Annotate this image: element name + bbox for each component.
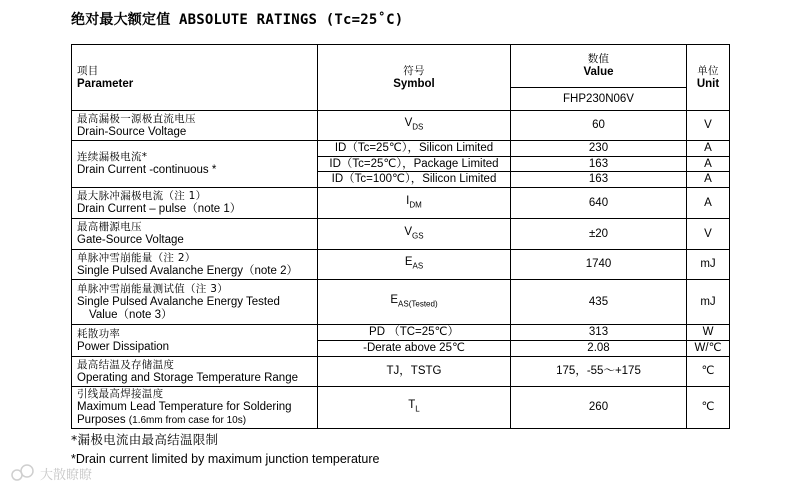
- symbol-cell: $V_{DS}$: [318, 111, 511, 141]
- symbol-cell: TJ，TSTG: [318, 357, 511, 387]
- symbol-cell: ID（Tc=25℃），Package Limited: [318, 157, 511, 172]
- table-row: [72, 250, 730, 280]
- table-row: [72, 387, 730, 429]
- part-number: FHP230N06V: [511, 88, 687, 111]
- symbol-cell: $T_L$: [318, 387, 511, 429]
- unit-cell: ℃: [687, 387, 730, 429]
- table-row: [72, 325, 730, 341]
- unit-cell: V: [687, 111, 730, 141]
- unit-cell: V: [687, 219, 730, 250]
- param-cell: 单脉冲雪崩能量测试值（注 3） Single Pulsed Avalanche Energy Tested Value（note 3）: [72, 280, 318, 325]
- symbol-cell: $V_{GS}$: [318, 219, 511, 250]
- header-symbol: 符号 Symbol: [318, 45, 511, 111]
- table-header-row: [72, 45, 730, 88]
- param-cell: 耗散功率 Power Dissipation: [72, 325, 318, 357]
- symbol-cell: PD （TC=25℃）: [318, 325, 511, 341]
- table-row: [72, 280, 730, 325]
- watermark-logo: [10, 462, 100, 484]
- symbol-cell: $I_{DM}$: [318, 188, 511, 219]
- watermark-text: 大散瞭瞭: [40, 466, 93, 482]
- header-unit: 单位 Unit: [687, 45, 730, 111]
- unit-cell: W: [687, 325, 730, 341]
- param-cell: 最大脉冲漏极电流（注 1） Drain Current – pulse（note 1）: [72, 188, 318, 219]
- value-cell: 2.08: [511, 341, 687, 357]
- footnote-en: *Drain current limited by maximum junction temperature: [71, 452, 380, 466]
- value-cell: 163: [511, 172, 687, 188]
- param-cell: 最高漏极一源极直流电压 Drain-Source Voltage: [72, 111, 318, 141]
- page-title: 绝对最大额定值 ABSOLUTE RATINGS (Tc=25˚C): [71, 12, 404, 28]
- unit-cell: A: [687, 188, 730, 219]
- unit-cell: W/℃: [687, 341, 730, 357]
- table-row: [72, 141, 730, 157]
- unit-cell: A: [687, 157, 730, 172]
- value-cell: 175，-55～+175: [511, 357, 687, 387]
- param-cell: 单脉冲雪崩能量（注 2） Single Pulsed Avalanche Energy（note 2）: [72, 250, 318, 280]
- value-cell: 260: [511, 387, 687, 429]
- table-row: [72, 219, 730, 250]
- unit-cell: A: [687, 172, 730, 188]
- symbol-cell: -Derate above 25℃: [318, 341, 511, 357]
- param-cell: 引线最高焊接温度 Maximum Lead Temperature for Soldering Purposes (1.6mm from case for 10s): [72, 387, 318, 429]
- value-cell: 640: [511, 188, 687, 219]
- value-cell: 1740: [511, 250, 687, 280]
- watermark-icon: [10, 463, 36, 483]
- table-row: [72, 188, 730, 219]
- symbol-cell: $E_{AS(Tested)}$: [318, 280, 511, 325]
- symbol-cell: ID（Tc=25℃），Silicon Limited: [318, 141, 511, 157]
- unit-cell: mJ: [687, 280, 730, 325]
- value-cell: 60: [511, 111, 687, 141]
- unit-cell: A: [687, 141, 730, 157]
- footnote-zh: *漏极电流由最高结温限制: [71, 432, 219, 447]
- param-cell: 最高栅源电压 Gate-Source Voltage: [72, 219, 318, 250]
- value-cell: ±20: [511, 219, 687, 250]
- symbol-cell: ID（Tc=100℃），Silicon Limited: [318, 172, 511, 188]
- param-cell: 连续漏极电流* Drain Current -continuous *: [72, 141, 318, 188]
- table-row: [72, 357, 730, 387]
- value-cell: 435: [511, 280, 687, 325]
- header-value: 数值 Value: [511, 45, 687, 88]
- value-cell: 230: [511, 141, 687, 157]
- header-parameter: 项目 Parameter: [72, 45, 318, 111]
- value-cell: 163: [511, 157, 687, 172]
- unit-cell: ℃: [687, 357, 730, 387]
- unit-cell: mJ: [687, 250, 730, 280]
- absolute-ratings-table: [71, 44, 730, 429]
- param-cell: 最高结温及存储温度 Operating and Storage Temperature Range: [72, 357, 318, 387]
- value-cell: 313: [511, 325, 687, 341]
- table-row: [72, 111, 730, 141]
- symbol-cell: $E_{AS}$: [318, 250, 511, 280]
